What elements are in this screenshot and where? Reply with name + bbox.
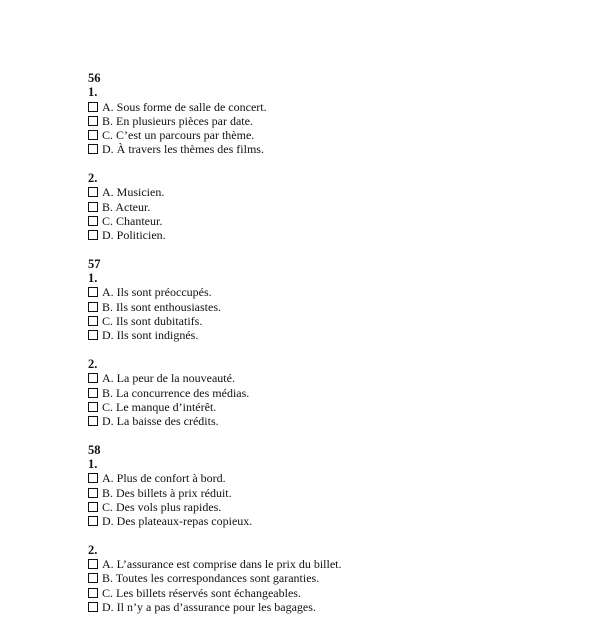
option-label: C. Ils sont dubitatifs. <box>102 314 203 329</box>
option-label: B. Toutes les correspondances sont garanties. <box>102 571 320 586</box>
exercise-section <box>88 257 342 429</box>
answer-option[interactable] <box>88 300 342 314</box>
option-label: B. Des billets à prix réduit. <box>102 485 232 500</box>
answer-option[interactable] <box>88 500 342 514</box>
answer-option[interactable] <box>88 386 342 400</box>
checkbox[interactable] <box>88 216 98 226</box>
answer-option[interactable] <box>88 571 342 585</box>
checkbox[interactable] <box>88 502 98 512</box>
option-label: D. À travers les thèmes des films. <box>102 142 264 157</box>
checkbox[interactable] <box>88 573 98 583</box>
checkbox[interactable] <box>88 388 98 398</box>
option-label: B. Acteur. <box>102 199 151 214</box>
checkbox[interactable] <box>88 130 98 140</box>
checkbox[interactable] <box>88 144 98 154</box>
option-label: C. Des vols plus rapides. <box>102 499 222 514</box>
answer-option[interactable] <box>88 400 342 414</box>
option-label: D. Politicien. <box>102 228 166 243</box>
option-label: B. En plusieurs pièces par date. <box>102 113 253 128</box>
answer-option[interactable] <box>88 114 342 128</box>
checkbox[interactable] <box>88 102 98 112</box>
answer-option[interactable] <box>88 514 342 528</box>
option-label: A. Ils sont préoccupés. <box>102 285 212 300</box>
question-number: 2. <box>88 171 98 186</box>
option-label: D. Ils sont indignés. <box>102 328 199 343</box>
checkbox[interactable] <box>88 602 98 612</box>
answer-option[interactable] <box>88 200 342 214</box>
exercise-section <box>88 71 342 243</box>
section-number: 58 <box>88 442 101 457</box>
answer-option[interactable] <box>88 214 342 228</box>
answer-option[interactable] <box>88 142 342 156</box>
option-label: C. Le manque d’intérêt. <box>102 399 217 414</box>
answer-option[interactable] <box>88 328 342 342</box>
option-label: A. L’assurance est comprise dans le prix du billet. <box>102 557 342 572</box>
answer-option[interactable] <box>88 314 342 328</box>
answer-option[interactable] <box>88 600 342 614</box>
checkbox[interactable] <box>88 588 98 598</box>
option-label: B. Ils sont enthousiastes. <box>102 299 221 314</box>
answer-option[interactable] <box>88 414 342 428</box>
answer-option[interactable] <box>88 471 342 485</box>
checkbox[interactable] <box>88 302 98 312</box>
option-label: A. Sous forme de salle de concert. <box>102 99 267 114</box>
answer-option[interactable] <box>88 100 342 114</box>
question-number: 1. <box>88 457 98 472</box>
checkbox[interactable] <box>88 373 98 383</box>
option-label: A. Plus de confort à bord. <box>102 471 226 486</box>
exercise-section <box>88 443 342 615</box>
checkbox[interactable] <box>88 559 98 569</box>
checkbox[interactable] <box>88 473 98 483</box>
option-label: C. Les billets réservés sont échangeables. <box>102 585 301 600</box>
question-number: 2. <box>88 356 98 371</box>
checkbox[interactable] <box>88 488 98 498</box>
answer-option[interactable] <box>88 128 342 142</box>
checkbox[interactable] <box>88 187 98 197</box>
checkbox[interactable] <box>88 416 98 426</box>
option-label: A. La peur de la nouveauté. <box>102 371 235 386</box>
option-label: C. C’est un parcours par thème. <box>102 128 255 143</box>
answer-option[interactable] <box>88 371 342 385</box>
question <box>88 543 342 614</box>
checkbox[interactable] <box>88 516 98 526</box>
checkbox[interactable] <box>88 402 98 412</box>
checkbox[interactable] <box>88 287 98 297</box>
question <box>88 271 342 342</box>
answer-option[interactable] <box>88 185 342 199</box>
checkbox[interactable] <box>88 230 98 240</box>
question-number: 1. <box>88 271 98 286</box>
answer-option[interactable] <box>88 586 342 600</box>
option-label: D. La baisse des crédits. <box>102 414 219 429</box>
option-label: A. Musicien. <box>102 185 165 200</box>
answer-option[interactable] <box>88 228 342 242</box>
document <box>88 71 342 629</box>
option-label: B. La concurrence des médias. <box>102 385 250 400</box>
question-number: 2. <box>88 542 98 557</box>
checkbox[interactable] <box>88 330 98 340</box>
checkbox[interactable] <box>88 316 98 326</box>
section-number: 56 <box>88 71 101 85</box>
answer-option[interactable] <box>88 557 342 571</box>
question <box>88 171 342 242</box>
question-number: 1. <box>88 85 98 100</box>
option-label: D. Des plateaux-repas copieux. <box>102 514 253 529</box>
option-label: D. Il n’y a pas d’assurance pour les bagages. <box>102 599 316 614</box>
checkbox[interactable] <box>88 116 98 126</box>
question <box>88 357 342 428</box>
option-label: C. Chanteur. <box>102 213 163 228</box>
question <box>88 85 342 156</box>
answer-option[interactable] <box>88 285 342 299</box>
checkbox[interactable] <box>88 202 98 212</box>
section-number: 57 <box>88 256 101 271</box>
answer-option[interactable] <box>88 486 342 500</box>
question <box>88 457 342 528</box>
